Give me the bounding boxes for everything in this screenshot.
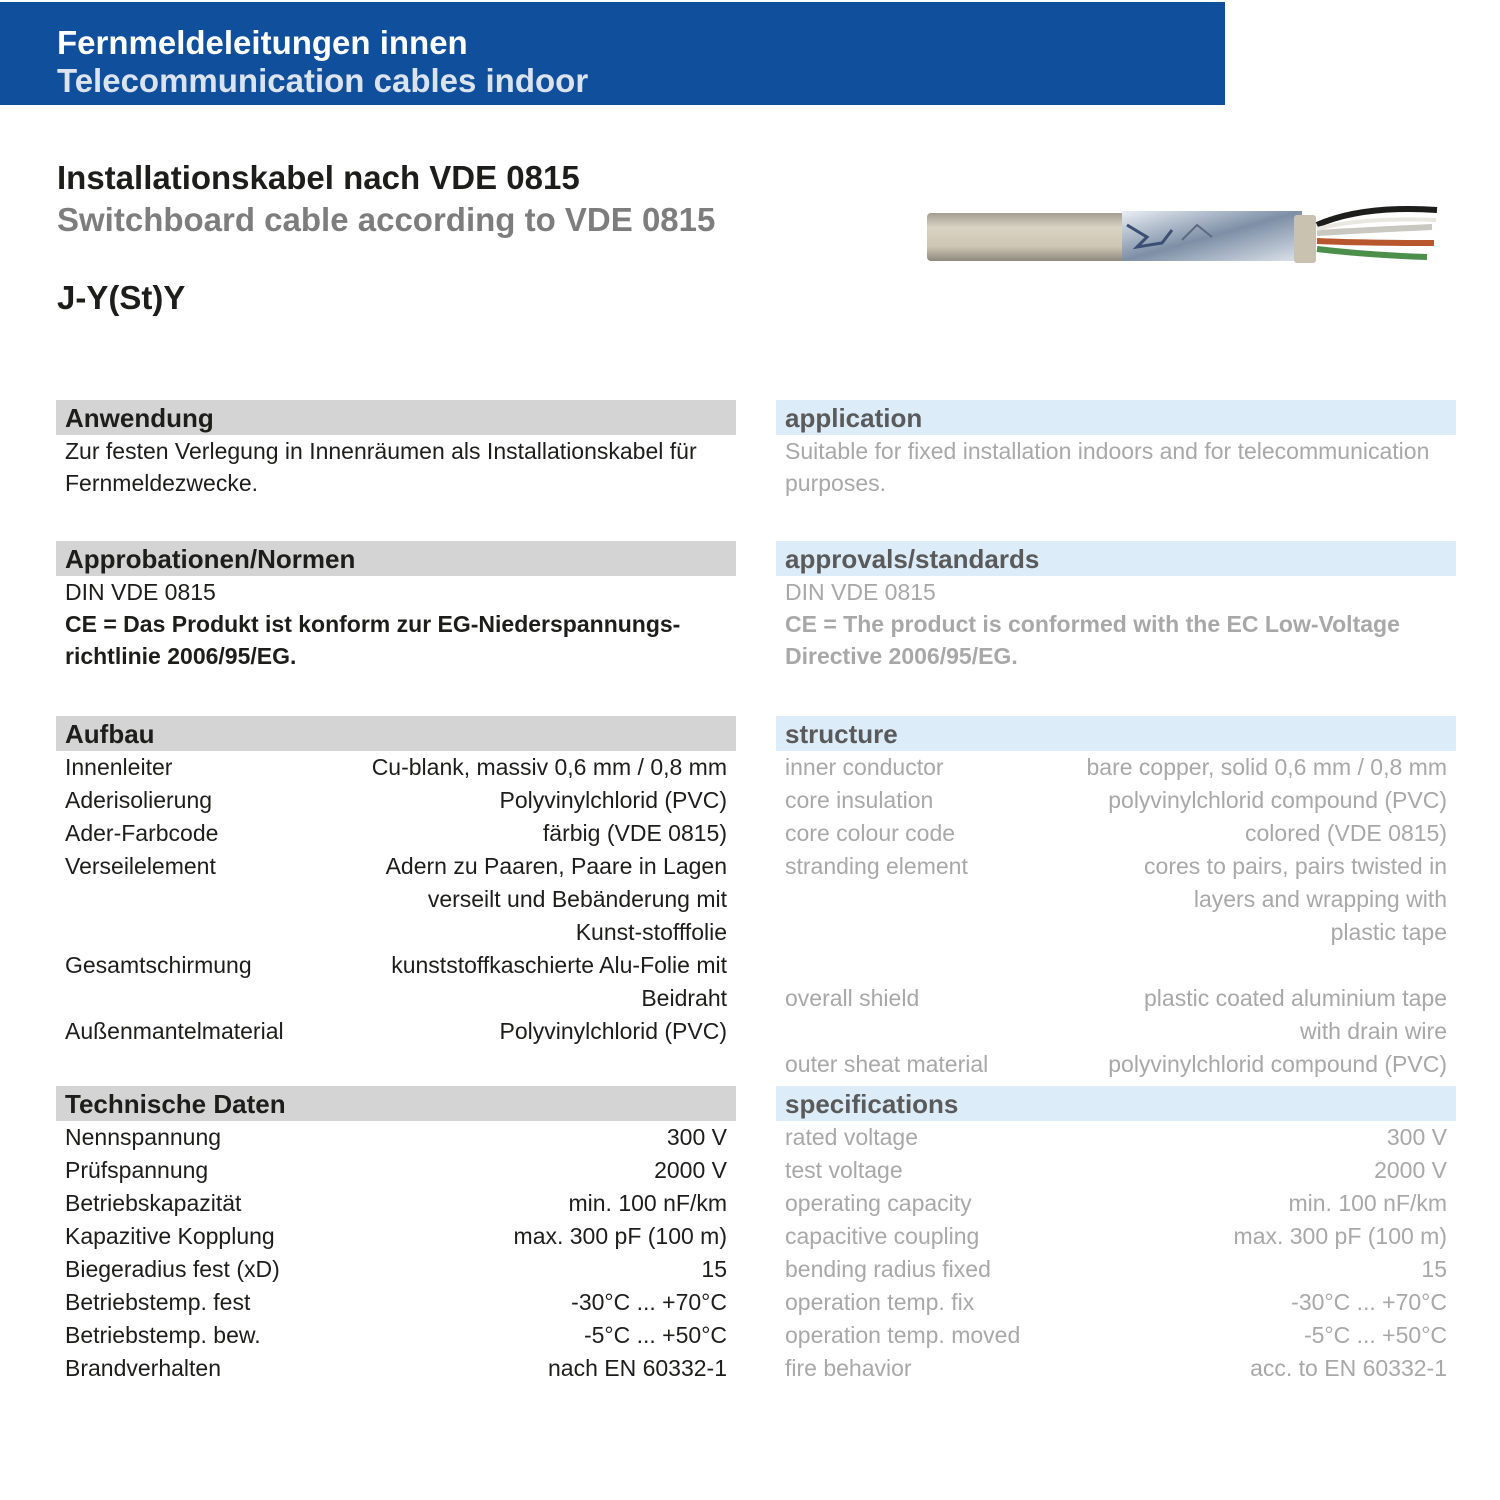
row-value: plastic coated aluminium tape with drain wire [1144, 985, 1447, 1044]
table-row [65, 1015, 727, 1048]
approval-ce-line1: CE = Das Produkt ist konform zur EG-Niederspannungs- [65, 611, 681, 637]
table-row [785, 1154, 1447, 1187]
table-row [785, 1048, 1447, 1081]
row-key: inner conductor [785, 754, 944, 780]
row-value: -30°C ... +70°C [571, 1289, 727, 1315]
section-heading: Aufbau [56, 716, 736, 751]
row-key: outer sheat material [785, 1051, 989, 1077]
row-key: test voltage [785, 1157, 903, 1183]
row-value: Adern zu Paaren, Paare in Lagen verseilt und Bebänderung mit Kunst-stofffolie [385, 853, 727, 945]
row-value: max. 300 pF (100 m) [1233, 1223, 1447, 1249]
row-value: färbig (VDE 0815) [542, 820, 727, 846]
row-value: colored (VDE 0815) [1245, 820, 1447, 846]
section-approvals-de [56, 541, 736, 672]
row-value: 2000 V [1374, 1157, 1447, 1183]
approval-ce-line2: Directive 2006/95/EG. [785, 643, 1018, 669]
table-row [785, 1220, 1447, 1253]
header-banner [0, 2, 1225, 105]
section-application-en [776, 400, 1456, 499]
table-row [65, 1352, 727, 1385]
table-row [65, 1154, 727, 1187]
row-value: min. 100 nF/km [1288, 1190, 1447, 1216]
row-value: 15 [701, 1256, 727, 1282]
table-row [785, 1253, 1447, 1286]
table-row [65, 1121, 727, 1154]
section-heading: specifications [776, 1086, 1456, 1121]
row-key: bending radius fixed [785, 1256, 991, 1282]
row-key: Ader-Farbcode [65, 820, 219, 846]
row-value: Cu-blank, massiv 0,6 mm / 0,8 mm [371, 754, 727, 780]
row-value: 300 V [666, 1124, 727, 1150]
row-value: kunststoffkaschierte Alu-Folie mit Beidraht [391, 952, 727, 1011]
cable-photo [922, 185, 1447, 280]
row-value: -5°C ... +50°C [1303, 1322, 1447, 1348]
product-type-code: J-Y(St)Y [57, 279, 186, 316]
row-key: fire behavior [785, 1355, 912, 1381]
row-key: overall shield [785, 985, 920, 1011]
row-key: operating capacity [785, 1190, 972, 1216]
table-row [65, 751, 727, 784]
row-key: operation temp. moved [785, 1322, 1021, 1348]
section-specs-en [776, 1086, 1456, 1385]
table-row [785, 1286, 1447, 1319]
structure-table [776, 751, 1456, 1081]
application-text-line2: Fernmeldezwecke. [65, 470, 259, 496]
table-row [65, 1253, 727, 1286]
row-key: Kapazitive Kopplung [65, 1223, 275, 1249]
row-key: Gesamtschirmung [65, 952, 252, 978]
section-application-de [56, 400, 736, 499]
section-specs-de [56, 1086, 736, 1385]
section-structure-de [56, 716, 736, 1048]
row-value: nach EN 60332-1 [547, 1355, 727, 1381]
application-text-line2: purposes. [785, 470, 887, 496]
product-title-en: Switchboard cable according to VDE 0815 [57, 201, 716, 238]
row-value: -5°C ... +50°C [583, 1322, 727, 1348]
row-key: Betriebskapazität [65, 1190, 242, 1216]
table-row [65, 1187, 727, 1220]
approval-standard: DIN VDE 0815 [65, 579, 216, 605]
table-row [785, 982, 1447, 1048]
row-key: Innenleiter [65, 754, 173, 780]
row-value: 300 V [1386, 1124, 1447, 1150]
approval-ce-line2: richtlinie 2006/95/EG. [65, 643, 297, 669]
structure-table [56, 751, 736, 1048]
row-key: Brandverhalten [65, 1355, 221, 1381]
table-row [65, 1319, 727, 1352]
row-value: acc. to EN 60332-1 [1250, 1355, 1447, 1381]
row-value: 15 [1421, 1256, 1447, 1282]
row-key: Nennspannung [65, 1124, 222, 1150]
row-key: Aderisolierung [65, 787, 213, 813]
row-value: min. 100 nF/km [568, 1190, 727, 1216]
row-key: Verseilelement [65, 853, 216, 879]
table-row [785, 784, 1447, 817]
table-row [65, 1286, 727, 1319]
table-row [65, 784, 727, 817]
row-value: -30°C ... +70°C [1291, 1289, 1447, 1315]
row-value: polyvinylchlorid compound (PVC) [1108, 787, 1447, 813]
table-row [65, 850, 727, 949]
table-row [785, 1187, 1447, 1220]
approval-ce-line1: CE = The product is conformed with the EC Low-Voltage [785, 611, 1400, 637]
approval-standard: DIN VDE 0815 [785, 579, 936, 605]
section-heading: approvals/standards [776, 541, 1456, 576]
row-value: max. 300 pF (100 m) [513, 1223, 727, 1249]
row-key: Biegeradius fest (xD) [65, 1256, 280, 1282]
section-heading: structure [776, 716, 1456, 751]
row-key: Außenmantelmaterial [65, 1018, 284, 1044]
product-title-de: Installationskabel nach VDE 0815 [57, 159, 580, 196]
section-approvals-en [776, 541, 1456, 672]
table-row [785, 1319, 1447, 1352]
row-value: Polyvinylchlorid (PVC) [499, 1018, 727, 1044]
section-heading: application [776, 400, 1456, 435]
table-row [785, 850, 1447, 949]
row-value: bare copper, solid 0,6 mm / 0,8 mm [1086, 754, 1447, 780]
row-value: 2000 V [654, 1157, 727, 1183]
row-key: core insulation [785, 787, 934, 813]
section-heading: Approbationen/Normen [56, 541, 736, 576]
row-key: Betriebstemp. fest [65, 1289, 251, 1315]
row-key: operation temp. fix [785, 1289, 975, 1315]
table-row [785, 1121, 1447, 1154]
table-row [785, 751, 1447, 784]
row-value: polyvinylchlorid compound (PVC) [1108, 1051, 1447, 1077]
specs-table [776, 1121, 1456, 1385]
section-heading: Anwendung [56, 400, 736, 435]
application-text-line1: Suitable for fixed installation indoors and for telecommunication [785, 438, 1430, 464]
banner-title-de: Fernmeldeleitungen innen [57, 24, 468, 61]
row-value: Polyvinylchlorid (PVC) [499, 787, 727, 813]
row-key: Prüfspannung [65, 1157, 209, 1183]
row-key: capacitive coupling [785, 1223, 980, 1249]
table-row [65, 949, 727, 1015]
row-key: core colour code [785, 820, 956, 846]
table-row [785, 1352, 1447, 1385]
application-text-line1: Zur festen Verlegung in Innenräumen als Installationskabel für [65, 438, 697, 464]
row-key: rated voltage [785, 1124, 918, 1150]
row-value: cores to pairs, pairs twisted in layers and wrapping with plastic tape [1144, 853, 1447, 945]
table-row [65, 1220, 727, 1253]
row-key: stranding element [785, 853, 968, 879]
table-row [785, 817, 1447, 850]
section-heading: Technische Daten [56, 1086, 736, 1121]
section-structure-en [776, 716, 1456, 1081]
specs-table [56, 1121, 736, 1385]
table-row [65, 817, 727, 850]
row-key: Betriebstemp. bew. [65, 1322, 261, 1348]
banner-title-en: Telecommunication cables indoor [57, 62, 589, 99]
